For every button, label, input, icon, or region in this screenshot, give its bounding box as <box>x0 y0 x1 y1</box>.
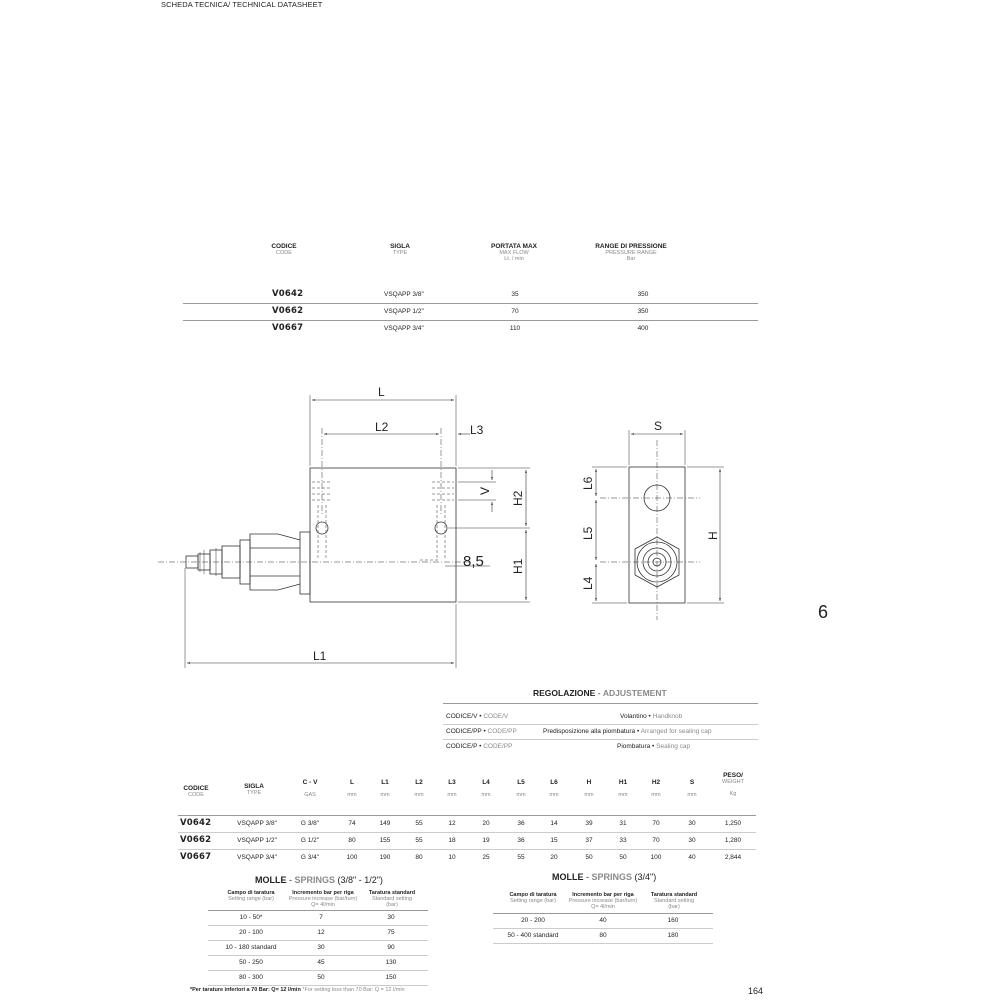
top-row-code: V0642 <box>272 289 304 299</box>
dim-header-cell <box>290 779 330 798</box>
header-main: Campo di taratura <box>227 890 275 896</box>
dim-row-cell: 30 <box>688 820 696 827</box>
header-sub: MAX FLOW <box>499 250 529 256</box>
header-sub: mm <box>584 792 594 798</box>
top-row-type: VSQAPP 3/4" <box>384 325 424 332</box>
row-divider <box>208 925 428 926</box>
dim-row-cell: G 1/2" <box>300 837 320 844</box>
sep: • <box>650 743 657 750</box>
header-sub: mm <box>380 792 390 798</box>
springs-cell: 75 <box>387 929 395 936</box>
adjustment-desc <box>620 713 682 720</box>
sep: • <box>477 713 484 720</box>
springs-cell: 20 - 200 <box>521 917 545 924</box>
desc-it: Predisposizione alla piombatura <box>543 728 636 735</box>
sep: • <box>646 713 653 720</box>
adjustment-top-line <box>443 703 758 704</box>
dim-row-cell: 14 <box>550 820 558 827</box>
header-main: Incremento bar per riga <box>572 892 634 898</box>
title-main: MOLLE <box>255 875 287 885</box>
code-en: CODE/V <box>483 713 509 720</box>
code-en: CODE/PP <box>487 728 517 735</box>
desc-it: Piombatura <box>617 743 651 750</box>
header-sub2: Lt. / min <box>504 256 524 262</box>
dim-row-cell: 10 <box>448 854 456 861</box>
top-row-pressure: 350 <box>637 291 649 298</box>
header-sub: Kg <box>729 791 737 797</box>
sep: • <box>481 728 488 735</box>
header-sub2: (bar) <box>668 904 680 910</box>
dim-row-cell: 50 <box>585 854 593 861</box>
desc-it: Volantino <box>620 713 647 720</box>
sep: • <box>635 728 641 735</box>
dim-row-cell: 33 <box>619 837 627 844</box>
dim-row-cell: 31 <box>619 820 627 827</box>
dim-row-cell: 149 <box>379 820 391 827</box>
header-main: L6 <box>550 779 558 786</box>
header-sub: mm <box>618 792 628 798</box>
header-sub: mm <box>651 792 661 798</box>
dim-row-cell: 20 <box>550 854 558 861</box>
dim-row-cell: 19 <box>482 837 490 844</box>
dim-row-cell: 18 <box>448 837 456 844</box>
header-sub: mm <box>687 792 697 798</box>
dim-row-code: V0662 <box>180 835 212 845</box>
header-sub: mm <box>447 792 457 798</box>
dim-row-cell: VSQAPP 1/2" <box>237 837 277 844</box>
dim-row-cell: 80 <box>348 837 356 844</box>
dim-label-L3: L3 <box>470 423 484 437</box>
row-divider <box>493 943 713 944</box>
adjustment-desc <box>543 728 712 735</box>
page-number: 164 <box>748 986 764 996</box>
header-main: Taratura standard <box>650 892 698 898</box>
dim-label-L6: L6 <box>581 476 595 490</box>
dim-label-8-5: 8,5 <box>463 553 484 570</box>
row-divider <box>208 955 428 956</box>
dim-header-cell <box>466 779 506 798</box>
dim-row-code: V0642 <box>180 818 212 828</box>
header-main: Taratura standard <box>368 890 416 896</box>
header-main: L4 <box>482 779 490 786</box>
header-main: L5 <box>517 779 525 786</box>
adjustment-title-main: REGOLAZIONE <box>533 688 596 698</box>
cartridge-flange <box>300 532 310 594</box>
title-sep: - <box>583 872 592 882</box>
row-divider <box>208 970 428 971</box>
header-sub: Setting range (bar) <box>510 898 556 904</box>
header-sub: mm <box>414 792 424 798</box>
header-main: SIGLA <box>244 783 264 790</box>
top-row-pressure: 350 <box>637 308 649 315</box>
springs-header-line <box>493 913 713 914</box>
header-main: H <box>586 779 592 786</box>
dim-row-cell: 40 <box>688 854 696 861</box>
dim-label-H2: H2 <box>511 490 525 506</box>
desc-en: Sealing cap <box>656 743 691 750</box>
header-sub: CODE <box>276 250 292 256</box>
dim-label-L2: L2 <box>375 420 389 434</box>
dim-header-cell <box>672 779 712 798</box>
springs-cell: 80 <box>599 932 607 939</box>
adjustment-title-sub: ADJUSTEMENT <box>602 688 667 698</box>
dim-row-cell: VSQAPP 3/8" <box>237 820 277 827</box>
dim-row-cell: 55 <box>415 820 423 827</box>
springs-cell: 45 <box>317 959 325 966</box>
springs-cell: 90 <box>387 944 395 951</box>
adjustment-code <box>446 728 517 735</box>
dim-label-H1: H1 <box>511 558 525 574</box>
springs-cell: 50 <box>317 974 325 981</box>
dim-row-cell: 190 <box>379 854 391 861</box>
header-sub: Pressure increase (bar/turn) <box>288 896 358 902</box>
adjustment-code <box>446 713 508 720</box>
header-sub: TYPE <box>246 790 262 796</box>
dim-label-H: H <box>706 531 720 540</box>
row-divider <box>208 985 428 986</box>
dim-row-cell: 1,280 <box>724 837 742 844</box>
header-main: L1 <box>381 779 389 786</box>
adjustment-title-sep: - <box>595 688 603 698</box>
dim-row-cell: 30 <box>688 837 696 844</box>
header-sub2: Q= 4l/min <box>311 902 335 908</box>
dim-row-cell: 37 <box>585 837 593 844</box>
header-sub: Standard setting <box>653 898 695 904</box>
adjustment-code <box>446 743 512 750</box>
adjustment-desc <box>617 743 690 750</box>
dim-row-cell: 20 <box>482 820 490 827</box>
springs-large-header <box>642 892 706 910</box>
dim-row-code: V0667 <box>180 852 212 862</box>
springs-cell: 80 - 300 <box>239 974 263 981</box>
dim-row-cell: 2,844 <box>724 854 742 861</box>
springs-cell: 50 - 250 <box>239 959 263 966</box>
header-main: CODICE <box>183 785 209 792</box>
dim-row-cell: 12 <box>448 820 456 827</box>
springs-cell: 7 <box>319 914 323 921</box>
dim-row-cell: 70 <box>652 837 660 844</box>
header-main: L2 <box>415 779 423 786</box>
header-sub: mm <box>549 792 559 798</box>
top-row-flow: 70 <box>511 308 519 315</box>
header-main: L <box>350 779 354 786</box>
sep: • <box>477 743 484 750</box>
dim-row-cell: 55 <box>415 837 423 844</box>
row-divider <box>443 724 758 725</box>
header-main: L3 <box>448 779 456 786</box>
springs-cell: 160 <box>667 917 679 924</box>
footnote-en: *For setting less than 70 Bar: Q = 12 l/min <box>300 987 405 993</box>
header-main: PESO/ <box>723 772 743 779</box>
header-main: H2 <box>651 779 661 786</box>
header-sub: Setting range (bar) <box>228 896 274 902</box>
dim-header-type <box>234 783 274 796</box>
header-main: C - V <box>302 779 318 786</box>
title-sub: SPRINGS <box>294 875 336 885</box>
dim-row-cell: 74 <box>348 820 356 827</box>
top-row-code: V0662 <box>272 306 304 316</box>
header-main: Incremento bar per riga <box>292 890 354 896</box>
dim-header-code <box>176 785 216 798</box>
row-divider <box>178 849 756 850</box>
top-row-flow: 110 <box>509 325 521 332</box>
springs-cell: 30 <box>317 944 325 951</box>
desc-en: Arranged for sealing cap <box>640 728 712 735</box>
dim-row-cell: 100 <box>650 854 662 861</box>
springs-small-header <box>278 890 368 908</box>
header-sub2: (bar) <box>386 902 398 908</box>
header-sub2: Bar <box>626 256 636 262</box>
dim-row-cell: 39 <box>585 820 593 827</box>
row-divider <box>208 940 428 941</box>
row-divider <box>178 832 756 833</box>
footnote-it: *Per tarature inferiori a 70 Bar: Q= 12 l/min <box>190 987 301 993</box>
top-row-flow: 35 <box>511 291 519 298</box>
dim-row-cell: 50 <box>619 854 627 861</box>
row-divider <box>493 928 713 929</box>
title-main: MOLLE <box>552 872 584 882</box>
springs-cell: 10 - 50* <box>239 914 263 921</box>
top-row-type: VSQAPP 3/8" <box>384 291 424 298</box>
dim-row-cell: 25 <box>482 854 490 861</box>
code-it: CODICE/V <box>446 713 478 720</box>
springs-cell: 10 - 180 standard <box>225 944 277 951</box>
dim-row-cell: 155 <box>379 837 391 844</box>
springs-cell: 150 <box>385 974 397 981</box>
springs-small-header <box>360 890 424 908</box>
top-row-pressure: 400 <box>637 325 649 332</box>
header-main: Campo di taratura <box>509 892 557 898</box>
header-main2: WEIGHT <box>722 779 744 785</box>
springs-small-title <box>255 875 383 885</box>
dim-label-L5: L5 <box>581 526 595 540</box>
springs-cell: 50 - 400 standard <box>507 932 559 939</box>
header-main: RANGE DI PRESSIONE <box>595 243 667 250</box>
dim-label-S: S <box>654 419 663 433</box>
dim-label-L4: L4 <box>581 576 595 590</box>
top-row-code: V0667 <box>272 323 304 333</box>
springs-cell: 12 <box>317 929 325 936</box>
springs-cell: 130 <box>385 959 397 966</box>
header-sub: mm <box>347 792 357 798</box>
code-en: CODE/PP <box>483 743 513 750</box>
springs-footnote <box>190 987 405 993</box>
dim-row-cell: 70 <box>652 820 660 827</box>
springs-large-header <box>558 892 648 910</box>
dim-row-cell: VSQAPP 3/4" <box>237 854 277 861</box>
header-sub: CODE <box>188 792 204 798</box>
header-sub: mm <box>516 792 526 798</box>
top-row-type: VSQAPP 1/2" <box>384 308 424 315</box>
header-sub: TYPE <box>392 250 408 256</box>
title-sep: - <box>286 875 295 885</box>
dim-row-cell: 36 <box>517 820 525 827</box>
code-it: CODICE/PP <box>446 728 482 735</box>
header-sub: PRESSURE RANGE <box>605 250 657 256</box>
dim-row-cell: 100 <box>346 854 358 861</box>
header-main: H1 <box>618 779 628 786</box>
springs-cell: 40 <box>599 917 607 924</box>
dim-label-V: V <box>478 486 492 495</box>
header-sub: Standard setting <box>371 896 413 902</box>
header-main: SIGLA <box>390 243 410 250</box>
code-it: CODICE/P <box>446 743 478 750</box>
header-sub2: Q= 4l/min <box>591 904 615 910</box>
title-size: (3/4") <box>632 872 657 882</box>
springs-large-title <box>552 872 656 882</box>
header-main: S <box>689 779 695 786</box>
header-sub: GAS <box>304 792 316 798</box>
dim-label-L1: L1 <box>313 649 327 663</box>
springs-cell: 30 <box>387 914 395 921</box>
section-number: 6 <box>818 602 829 622</box>
dim-label-L: L <box>378 385 385 399</box>
springs-header-line <box>208 910 428 911</box>
dim-header-cell <box>636 779 676 798</box>
page-header-title: SCHEDA TECNICA/ TECHNICAL DATASHEET <box>161 0 323 9</box>
dim-row-cell: G 3/8" <box>300 820 320 827</box>
dim-row-cell: 36 <box>517 837 525 844</box>
header-sub: Pressure increase (bar/turn) <box>568 898 638 904</box>
adjustment-title <box>533 688 667 698</box>
springs-cell: 180 <box>667 932 679 939</box>
dim-row-cell: 55 <box>517 854 525 861</box>
dim-row-cell: 80 <box>415 854 423 861</box>
desc-en: Handknob <box>652 713 683 720</box>
title-sub: SPRINGS <box>591 872 633 882</box>
header-main: PORTATA MAX <box>491 243 537 250</box>
title-size: (3/8" - 1/2") <box>335 875 383 885</box>
dim-row-cell: G 3/4" <box>300 854 320 861</box>
dim-header-weight <box>714 772 752 797</box>
row-divider <box>178 815 756 816</box>
row-divider <box>443 739 758 740</box>
springs-cell: 20 - 100 <box>239 929 263 936</box>
header-sub: mm <box>481 792 491 798</box>
dim-header-cell <box>534 779 574 798</box>
dim-row-cell: 1,250 <box>724 820 742 827</box>
header-main: CODICE <box>271 243 297 250</box>
dim-row-cell: 15 <box>550 837 558 844</box>
